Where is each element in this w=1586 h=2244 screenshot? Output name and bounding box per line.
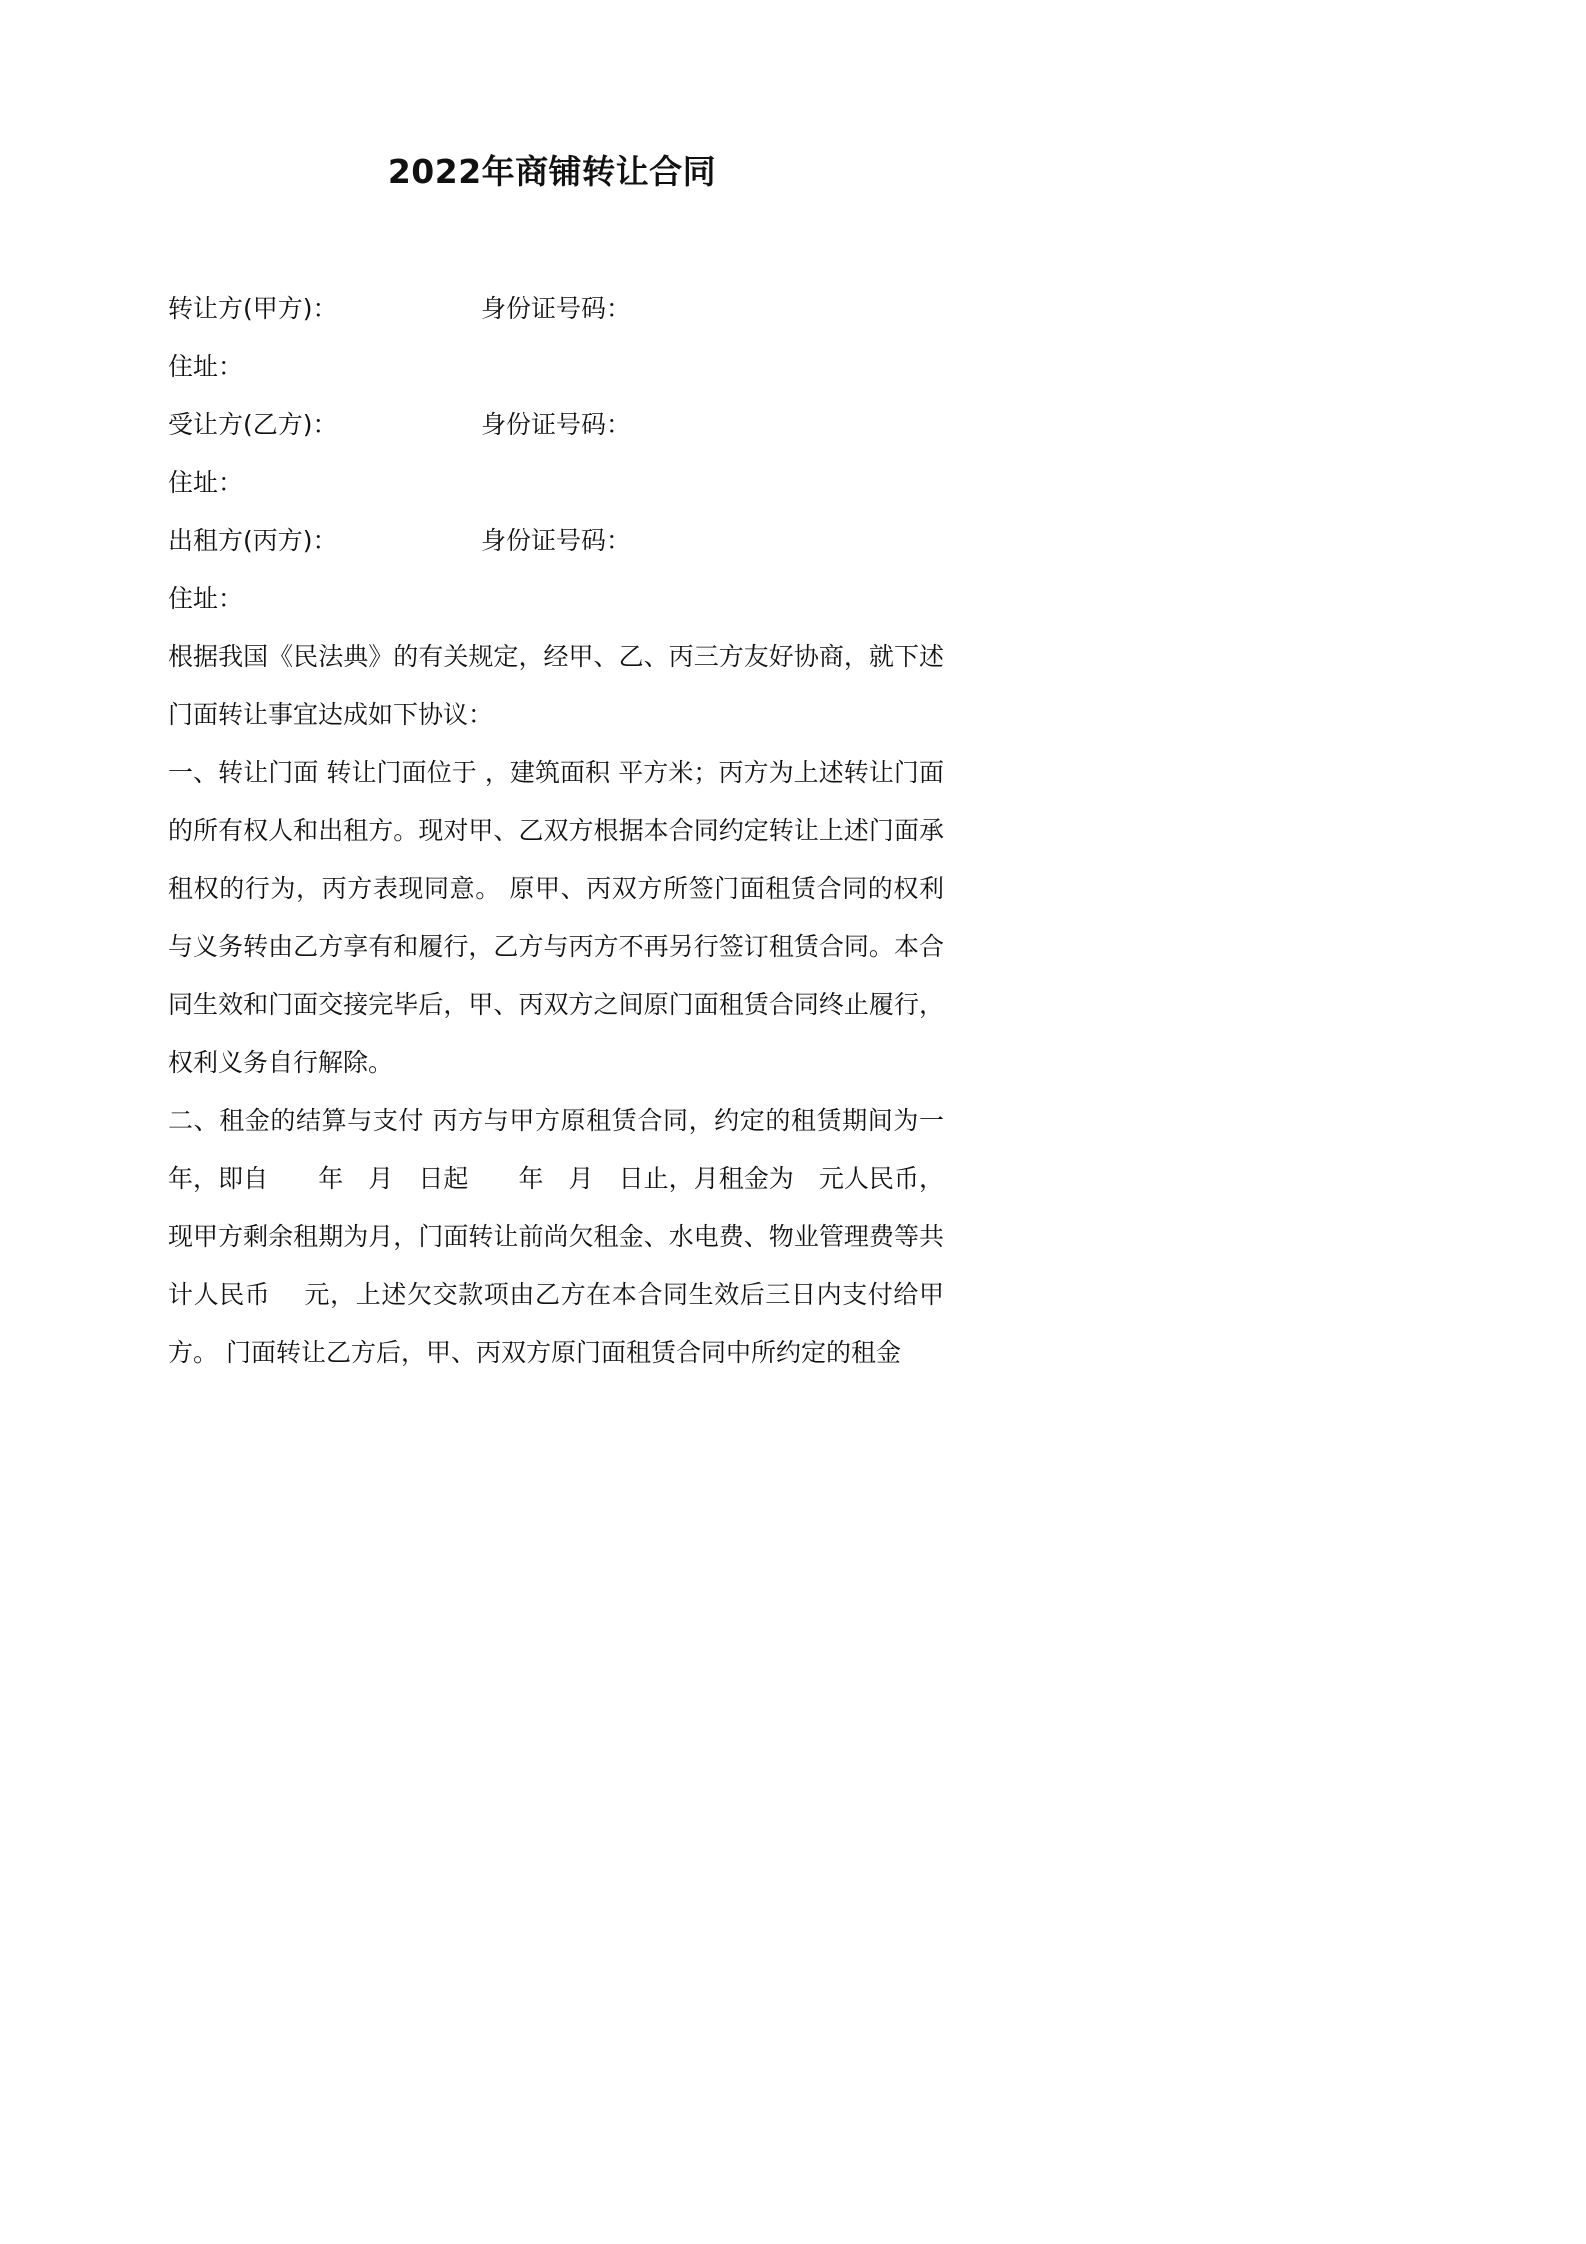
document-title: 2022年商铺转让合同: [387, 152, 717, 191]
clause-2-paragraph: 二、租金的结算与支付 丙方与甲方原租赁合同，约定的租赁期间为一年，即自 年 月 日起 年 月 日止，月租金为 元人民币，现甲方剩余租期为月，门面转让前尚欠租金、水电费、物业管理费等共计人民币 元，上述欠交款项由乙方在本合同生效后三日内支付给甲方。 门面转让乙方后，甲、丙双方原门面租赁合同中所约定的租金: [168, 1106, 944, 1367]
document-page: [0, 0, 1104, 1562]
address-row-transferor: [168, 338, 944, 396]
document-body: [168, 280, 944, 1382]
transferee-label: 受让方(乙方)：: [168, 410, 338, 439]
party-row-lessor: [168, 512, 944, 570]
preamble-paragraph: 根据我国《民法典》的有关规定，经甲、乙、丙三方友好协商，就下述门面转让事宜达成如下协议：: [168, 642, 944, 729]
transferee-address-label: 住址：: [168, 468, 244, 497]
clause-1-paragraph: 一、转让门面 转让门面位于 ，建筑面积 平方米；丙方为上述转让门面的所有权人和出租方。现对甲、乙双方根据本合同约定转让上述门面承租权的行为，丙方表现同意。 原甲、丙双方所签门面租赁合同的权利与义务转由乙方享有和履行，乙方与丙方不再另行签订租赁合同。本合同生效和门面交接完毕后，甲、丙双方之间原门面租赁合同终止履行，权利义务自行解除。: [168, 758, 944, 1077]
lessor-id-label: 身份证号码：: [481, 526, 632, 555]
address-row-transferee: [168, 454, 944, 512]
transferor-label: 转让方(甲方)：: [168, 294, 338, 323]
lessor-label: 出租方(丙方)：: [168, 526, 338, 555]
party-row-transferee: [168, 396, 944, 454]
transferor-address-label: 住址：: [168, 352, 244, 381]
transferee-id-label: 身份证号码：: [481, 410, 632, 439]
transferor-id-label: 身份证号码：: [481, 294, 632, 323]
lessor-address-label: 住址：: [168, 584, 244, 613]
address-row-lessor: [168, 570, 944, 628]
party-row-transferor: [168, 280, 944, 338]
